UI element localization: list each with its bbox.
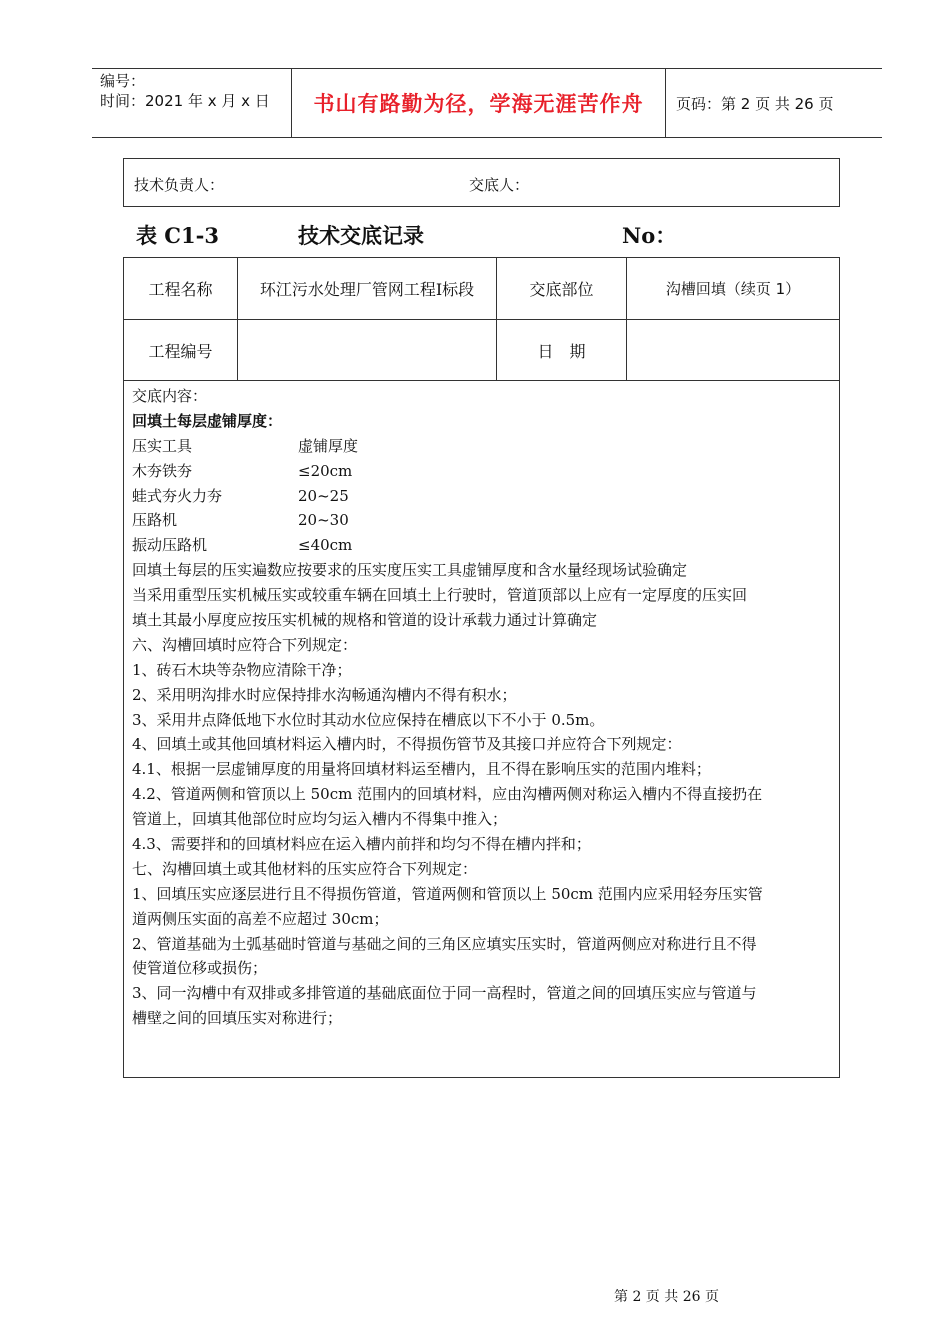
project-name-value: 环江污水处理厂管网工程Ⅰ标段 (259, 280, 475, 299)
tool-thickness: 20~30 (298, 511, 349, 530)
signature-box (123, 158, 840, 207)
content-paragraph: 1、砖石木块等杂物应清除干净； (132, 660, 352, 679)
tool-name: 压路机 (132, 511, 178, 530)
tool-row (132, 533, 832, 558)
tech-lead-label: 技术负责人： (134, 176, 225, 194)
tool-header-row (132, 434, 832, 459)
date-value (627, 320, 839, 380)
part-value: 沟槽回填（续页 1） (665, 280, 801, 298)
form-title-row (0, 218, 950, 250)
tool-header-name: 压实工具 (132, 436, 193, 455)
content-paragraph: 3、同一沟槽中有双排或多排管道的基础底面位于同一高程时，管道之间的回填压实应与管道与 (132, 984, 757, 1003)
content-paragraph: 4.3、需要拌和的回填材料应在运入槽内前拌和均匀不得在槽内拌和； (132, 835, 591, 854)
handover-content (132, 384, 832, 1031)
record-table (123, 257, 840, 1078)
divider (124, 380, 839, 381)
tool-row (132, 459, 832, 484)
content-paragraph: 六、沟槽回填时应符合下列规定： (132, 635, 358, 654)
tool-thickness: ≤20cm (298, 461, 353, 480)
content-paragraph: 七、沟槽回填土或其他材料的压实应符合下列规定： (132, 859, 478, 878)
header-meta (92, 69, 292, 137)
tool-name: 振动压路机 (132, 536, 208, 555)
content-paragraph: 2、管道基础为土弧基础时管道与基础之间的三角区应填实压实时，管道两侧应对称进行且不得 (132, 934, 757, 953)
content-paragraph: 管道上，回填其他部位时应均匀运入槽内不得集中推入； (132, 810, 508, 829)
page-info: 页码：第 2 页 共 26 页 (676, 94, 834, 113)
content-paragraph: 填土其最小厚度应按压实机械的规格和管道的设计承载力通过计算确定 (132, 611, 598, 630)
content-heading: 交底内容： (132, 387, 208, 405)
content-paragraph: 4.2、管道两侧和管顶以上 50cm 范围内的回填材料，应由沟槽两侧对称运入槽内不得直接扔在 (132, 785, 763, 804)
code-label: 编号： (100, 72, 146, 90)
project-no-value (238, 320, 496, 380)
form-code: 表 C1-3 (136, 223, 219, 248)
tool-header-thickness: 虚铺厚度 (298, 436, 359, 455)
form-no-label: No： (622, 223, 677, 248)
form-title: 技术交底记录 (298, 223, 424, 248)
content-paragraph: 1、回填压实应逐层进行且不得损伤管道，管道两侧和管顶以上 50cm 范围内应采用轻夯压实管 (132, 884, 763, 903)
content-paragraph: 3、采用井点降低地下水位时其动水位应保持在槽底以下不小于 0.5m。 (132, 710, 605, 729)
content-paragraph: 4、回填土或其他回填材料运入槽内时，不得损伤管节及其接口并应符合下列规定： (132, 735, 682, 754)
footer-page-number: 第 2 页 共 26 页 (614, 1289, 719, 1305)
content-paragraph: 槽壁之间的回填压实对称进行； (132, 1009, 343, 1028)
content-paragraph: 2、采用明沟排水时应保持排水沟畅通沟槽内不得有积水； (132, 685, 517, 704)
motto: 书山有路勤为径，学海无涯苦作舟 (292, 69, 666, 137)
content-paragraph: 道两侧压实面的高差不应超过 30cm； (132, 909, 389, 928)
tool-row (132, 484, 832, 509)
content-paragraph: 使管道位移或损伤； (132, 959, 268, 978)
content-paragraph: 4.1、根据一层虚铺厚度的用量将回填材料运至槽内，且不得在影响压实的范围内堆料； (132, 760, 711, 779)
tool-thickness: 20~25 (298, 486, 349, 505)
time-label: 时间：2021 年 x 月 x 日 (100, 92, 270, 110)
handover-label: 交底人： (469, 176, 530, 194)
project-name-label: 工程名称 (148, 280, 213, 299)
tool-thickness: ≤40cm (298, 536, 353, 555)
part-label: 交底部位 (529, 280, 594, 299)
content-subheading: 回填土每层虚铺厚度： (132, 411, 283, 430)
content-paragraph: 回填土每层的压实遍数应按要求的压实度压实工具虚铺厚度和含水量经现场试验确定 (132, 561, 688, 580)
project-no-label: 工程编号 (148, 341, 213, 361)
tool-name: 木夯铁夯 (132, 461, 193, 480)
content-paragraph: 当采用重型压实机械压实或较重车辆在回填土上行驶时，管道顶部以上应有一定厚度的压实回 (132, 586, 748, 605)
tool-row (132, 508, 832, 533)
date-label: 日 期 (537, 341, 586, 361)
page-header (92, 68, 882, 138)
tool-name: 蛙式夯火力夯 (132, 486, 223, 505)
